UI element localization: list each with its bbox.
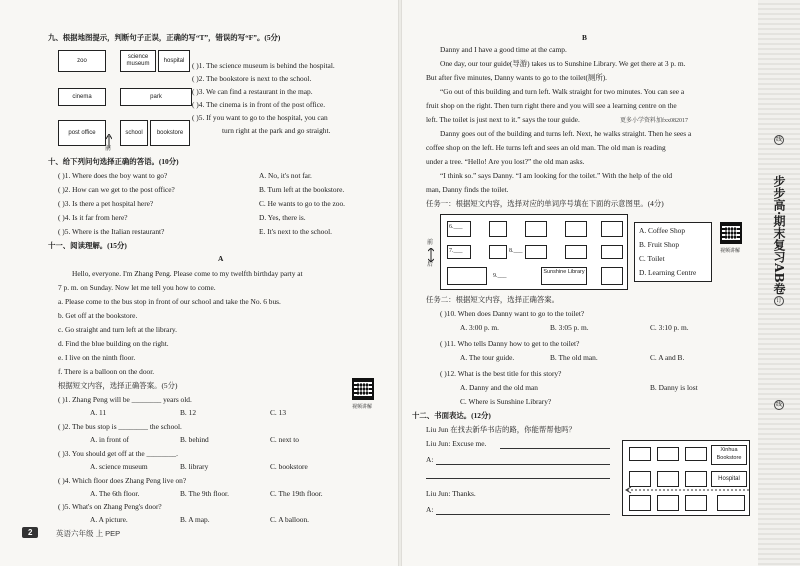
passage-a-line-4: b. Get off at the bookstore. <box>58 311 138 320</box>
sec12-liujun-2: Liu Jun: Thanks. <box>426 489 476 498</box>
map-school: school <box>120 120 148 146</box>
q11: ( )11. Who tells Danny how to get to the toilet? <box>440 339 580 348</box>
watermark-text: 更多小学资料加fxx082017 <box>620 118 688 124</box>
sec11-q3-opt-b: B. library <box>180 462 209 471</box>
binding-circle-mid: 订 <box>775 298 782 304</box>
diagram-block <box>601 221 623 237</box>
map-park: park <box>120 88 192 106</box>
diagram-block <box>489 221 507 237</box>
sec9-item-5: ( )5. If you want to go to the hospital, you can <box>192 113 328 122</box>
sec11-q4: ( )4. Which floor does Zhang Peng live on? <box>58 476 187 485</box>
sec11-q5-opt-c: C. A balloon. <box>270 515 310 524</box>
q10-opt-c: C. 3:10 p. m. <box>650 323 689 332</box>
diagram-front-label: 前 <box>427 240 434 246</box>
sec11-q3-opt-c: C. bookstore <box>270 462 308 471</box>
sec10-a3: C. He wants to go to the zoo. <box>259 199 346 208</box>
sec11-q5-opt-a: A. A picture. <box>90 515 128 524</box>
sec10-q2: ( )2. How can we get to the post office? <box>58 185 175 194</box>
passage-b-line-1: Danny and I have a good time at the camp. <box>440 45 567 54</box>
q11-opt-c: C. A and B. <box>650 353 685 362</box>
diagram-slot-6: 6.___ <box>449 224 463 230</box>
diagram-block <box>601 245 623 259</box>
passage-a-line-6: d. Find the blue building on the right. <box>58 339 169 348</box>
sec10-a2: B. Turn left at the bookstore. <box>259 185 345 194</box>
diagram-block <box>489 245 507 259</box>
sec11-q1: ( )1. Zhang Peng will be ________ years old. <box>58 395 192 404</box>
sec11-q4-opt-a: A. The 6th floor. <box>90 489 140 498</box>
answer-line[interactable] <box>426 478 610 479</box>
sec10-a5: E. It's next to the school. <box>259 227 332 236</box>
passage-b-line-7: Danny goes out of the building and turns left. Next, he walks straight. Then he sees a <box>440 129 692 138</box>
map-zoo: zoo <box>58 50 106 72</box>
passage-b-line-3: But after five minutes, Danny wants to go to the toilet(厕所). <box>426 73 608 82</box>
diagram-back-label: 后 <box>427 262 434 268</box>
sec9-item-4: ( )4. The cinema is in front of the post office. <box>192 100 326 109</box>
sec11-q1-opt-b: B. 12 <box>180 408 197 417</box>
passage-b-line-5: fruit shop on the right. Then turn right there and you will see a learning centre on the <box>426 101 677 110</box>
sec11-q4-opt-c: C. The 19th floor. <box>270 489 323 498</box>
passage-b-line-4: “Go out of this building and turn left. Walk straight for two minutes. You can see a <box>440 87 685 96</box>
passage-b-label: B <box>582 33 587 42</box>
arrow-updown-icon <box>428 248 434 262</box>
sec10-q5: ( )5. Where is the Italian restaurant? <box>58 227 165 236</box>
q12-opt-c: C. Where is Sunshine Library? <box>460 397 552 406</box>
right-page <box>400 0 758 566</box>
sec10-a1: A. No, it's not far. <box>259 171 312 180</box>
q10: ( )10. When does Danny want to go to the toilet? <box>440 309 585 318</box>
answer-line[interactable] <box>436 514 610 515</box>
page-number: 2 <box>22 527 38 538</box>
task2-title: 任务二：根据短文内容，选择正确答案。 <box>426 295 560 304</box>
sec11-instruction: 根据短文内容，选择正确答案。(5分) <box>58 381 178 390</box>
sec11-title: 十一、阅读理解。(15分) <box>48 241 127 250</box>
map-cinema: cinema <box>58 88 106 106</box>
sec11-q5-opt-b: B. A map. <box>180 515 210 524</box>
passage-b-line-6: left. The toilet is just next to it.” says the tour guide. <box>426 115 580 124</box>
q11-opt-a: A. The tour guide. <box>460 353 515 362</box>
diagram-slot-8: 8.___ <box>509 248 523 254</box>
sec9-item-5-cont: turn right at the park and go straight. <box>222 126 331 135</box>
answer-line[interactable] <box>436 464 610 465</box>
q12-opt-b: B. Danny is lost <box>650 383 698 392</box>
choice-c: C. Toilet <box>639 254 665 263</box>
passage-b-line-10: “I think so.” says Danny. “I am looking for the toilet.” With the help of the old <box>440 171 673 180</box>
choice-b: B. Fruit Shop <box>639 240 680 249</box>
map-front-label: 前 <box>105 146 112 152</box>
passage-a-line-1: Hello, everyone. I'm Zhang Peng. Please come to my twelfth birthday party at <box>72 269 303 278</box>
map-xinhua-bookstore: Xinhua Bookstore <box>711 445 747 465</box>
sec11-q3-opt-a: A. science museum <box>90 462 148 471</box>
map-bookstore: bookstore <box>150 120 190 146</box>
passage-b-line-11: man, Danny finds the toilet. <box>426 185 509 194</box>
qr-code-icon[interactable] <box>352 378 374 400</box>
diagram-block <box>565 245 587 259</box>
qr-label: 视频讲解 <box>720 248 741 254</box>
sec11-q2-opt-b: B. behind <box>180 435 209 444</box>
q12-opt-a: A. Danny and the old man <box>460 383 538 392</box>
passage-a-line-3: a. Please come to the bus stop in front of our school and take the No. 6 bus. <box>58 297 281 306</box>
map-hospital-building: Hospital <box>711 471 747 487</box>
sec12-a-2: A: <box>426 505 434 514</box>
sec12-prompt: Liu Jun 在找去新华书店的路，你能帮帮他吗？ <box>426 425 576 434</box>
footer-label: 英语六年级 上 PEP <box>56 529 121 538</box>
diagram-block <box>601 267 623 285</box>
map-science-museum: science museum <box>120 50 156 72</box>
answer-line[interactable] <box>500 448 610 449</box>
sec9-title: 九、根据地图提示，判断句子正误，正确的写“T”，错误的写“F”。(5分) <box>48 33 281 42</box>
q11-opt-b: B. The old man. <box>550 353 598 362</box>
sec10-title: 十、给下列问句选择正确的答语。(10分) <box>48 157 179 166</box>
sec10-q1: ( )1. Where does the boy want to go? <box>58 171 168 180</box>
diagram-block <box>525 221 547 237</box>
sec9-item-1: ( )1. The science museum is behind the hospital. <box>192 61 335 70</box>
q10-opt-a: A. 3:00 p. m. <box>460 323 500 332</box>
diagram-block <box>565 221 587 237</box>
route-arrow-icon <box>623 441 751 517</box>
qr-label: 视频讲解 <box>352 404 373 410</box>
sec12-title: 十二、书面表达。(12分) <box>412 411 491 420</box>
map-post-office: post office <box>58 120 106 146</box>
task1-title: 任务一：根据短文内容，选择对应的单词序号填在下面的示意图里。(4分) <box>426 199 664 208</box>
choice-d: D. Learning Centre <box>639 268 697 277</box>
qr-code-icon[interactable] <box>720 222 742 244</box>
passage-a-label: A <box>218 254 224 263</box>
passage-a-line-7: e. I live on the ninth floor. <box>58 353 136 362</box>
q10-opt-b: B. 3:05 p. m. <box>550 323 589 332</box>
sec11-q1-opt-c: C. 13 <box>270 408 287 417</box>
sec12-a-1: A: <box>426 455 434 464</box>
passage-a-line-8: f. There is a balloon on the door. <box>58 367 155 376</box>
bookstore-map <box>622 440 750 516</box>
binding-circle-bottom: 线 <box>775 402 782 408</box>
diagram-block <box>447 267 487 285</box>
arrow-up-icon <box>106 134 112 148</box>
book-title-vertical: 步步高·期末复习AB卷 <box>772 175 786 295</box>
sec11-q2-opt-c: C. next to <box>270 435 299 444</box>
map-hospital: hospital <box>158 50 190 72</box>
passage-a-line-5: c. Go straight and turn left at the library. <box>58 325 177 334</box>
passage-b-line-8: coffee shop on the left. He turns left and sees an old man. The old man is reading <box>426 143 666 152</box>
sec11-q2: ( )2. The bus stop is ________ the school. <box>58 422 182 431</box>
passage-b-line-2: One day, our tour guide(导游) takes us to Sunshine Library. We get there at 3 p. m. <box>440 59 686 68</box>
choices-box <box>634 222 712 282</box>
sec9-item-3: ( )3. We can find a restaurant in the map. <box>192 87 313 96</box>
q12: ( )12. What is the best title for this story? <box>440 369 562 378</box>
route-diagram <box>440 214 628 290</box>
sec10-a4: D. Yes, there is. <box>259 213 306 222</box>
passage-a-line-2: 7 p. m. on Sunday. Now let me tell you how to come. <box>58 283 216 292</box>
diagram-slot-7: 7.___ <box>449 248 463 254</box>
sec11-q1-opt-a: A. 11 <box>90 408 107 417</box>
choice-a: A. Coffee Shop <box>639 226 686 235</box>
sec11-q5: ( )5. What's on Zhang Peng's door? <box>58 502 162 511</box>
diagram-block <box>525 245 547 259</box>
sec10-q4: ( )4. Is it far from here? <box>58 213 128 222</box>
sec11-q2-opt-a: A. in front of <box>90 435 129 444</box>
sec10-q3: ( )3. Is there a pet hospital here? <box>58 199 154 208</box>
sec9-item-2: ( )2. The bookstore is next to the school. <box>192 74 312 83</box>
passage-b-line-9: under a tree. “Hello! Are you lost?” the old man asks. <box>426 157 585 166</box>
diagram-library: Sunshine Library <box>541 267 587 285</box>
binding-circle-top: 线 <box>775 137 782 143</box>
sec11-q3: ( )3. You should get off at the ________. <box>58 449 178 458</box>
sec12-liujun-1: Liu Jun: Excuse me. <box>426 439 487 448</box>
sec11-q4-opt-b: B. The 9th floor. <box>180 489 229 498</box>
diagram-slot-9: 9.___ <box>493 273 507 279</box>
